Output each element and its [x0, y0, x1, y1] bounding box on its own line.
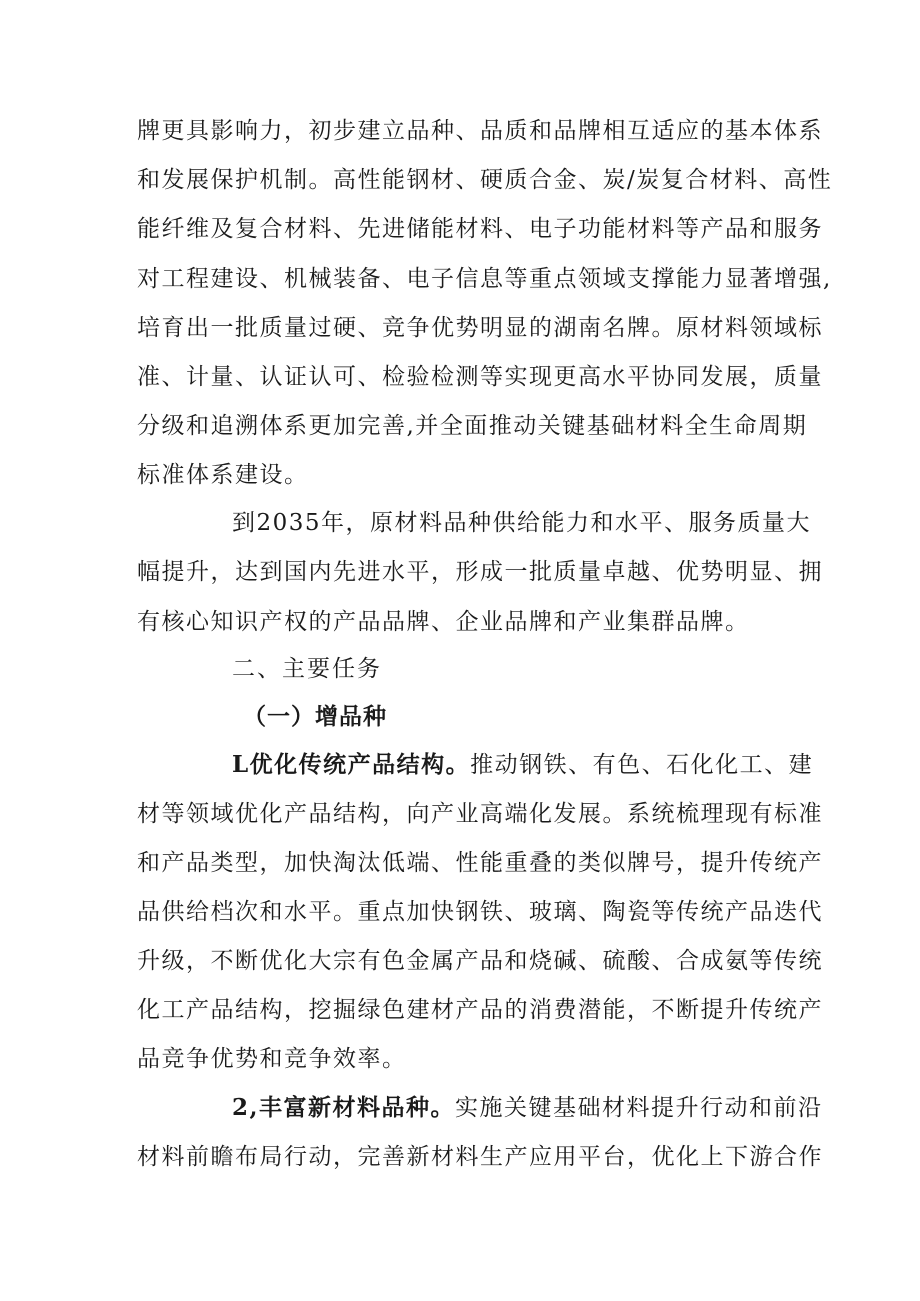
paragraph-line: 标准体系建设。: [137, 462, 309, 488]
section-heading: 二、主要任务: [232, 656, 382, 682]
paragraph-line: 到2035年，原材料品种供给能力和水平、服务质量大: [232, 510, 812, 536]
paragraph-line: 幅提升，达到国内先进水平，形成一批质量卓越、优势明显、拥: [137, 559, 823, 585]
paragraph-line: 牌更具影响力，初步建立品种、品质和品牌相互适应的基本体系: [137, 118, 823, 144]
paragraph-line: 升级，不断优化大宗有色金属产品和烧碱、硫酸、合成氨等传统: [137, 948, 823, 974]
paragraph-line: 品竞争优势和竞争效率。: [137, 1046, 407, 1072]
paragraph-line: 培育出一批质量过硬、竞争优势明显的湖南名牌。原材料领域标: [137, 315, 823, 341]
subsection-heading: （一）增品种: [243, 703, 387, 730]
paragraph-line: 材料前瞻布局行动，完善新材料生产应用平台，优化上下游合作: [137, 1144, 823, 1170]
paragraph-line: 和产品类型，加快淘汰低端、性能重叠的类似牌号，提升传统产: [137, 850, 823, 876]
paragraph-line: [232, 750, 813, 780]
paragraph-line: 对工程建设、机械装备、电子信息等重点领域支撑能力显著增强,: [137, 266, 832, 292]
item-lead-title: 2,丰富新材料品种。: [232, 1094, 456, 1121]
paragraph-text: 推动钢铁、有色、石化化工、建: [470, 752, 814, 778]
paragraph-line: 能纤维及复合材料、先进储能材料、电子功能材料等产品和服务: [137, 216, 823, 242]
paragraph-line: 化工产品结构，挖掘绿色建材产品的消费潜能，不断提升传统产: [137, 997, 823, 1023]
item-lead-title: L优化传统产品结构。: [232, 751, 471, 778]
paragraph-text: 实施关键基础材料提升行动和前沿: [455, 1095, 823, 1121]
paragraph-line: 有核心知识产权的产品品牌、企业品牌和产业集群品牌。: [137, 609, 750, 635]
paragraph-line: 品供给档次和水平。重点加快钢铁、玻璃、陶瓷等传统产品迭代: [137, 899, 823, 925]
paragraph-line: [232, 1093, 823, 1123]
paragraph-line: 分级和追溯体系更加完善,并全面推动关键基础材料全生命周期: [137, 413, 808, 439]
paragraph-line: 和发展保护机制。高性能钢材、硬质合金、炭/炭复合材料、高性: [137, 167, 833, 193]
paragraph-line: 材等领域优化产品结构，向产业高端化发展。系统梳理现有标准: [137, 801, 823, 827]
paragraph-line: 准、计量、认证认可、检验检测等实现更高水平协同发展，质量: [137, 364, 823, 390]
